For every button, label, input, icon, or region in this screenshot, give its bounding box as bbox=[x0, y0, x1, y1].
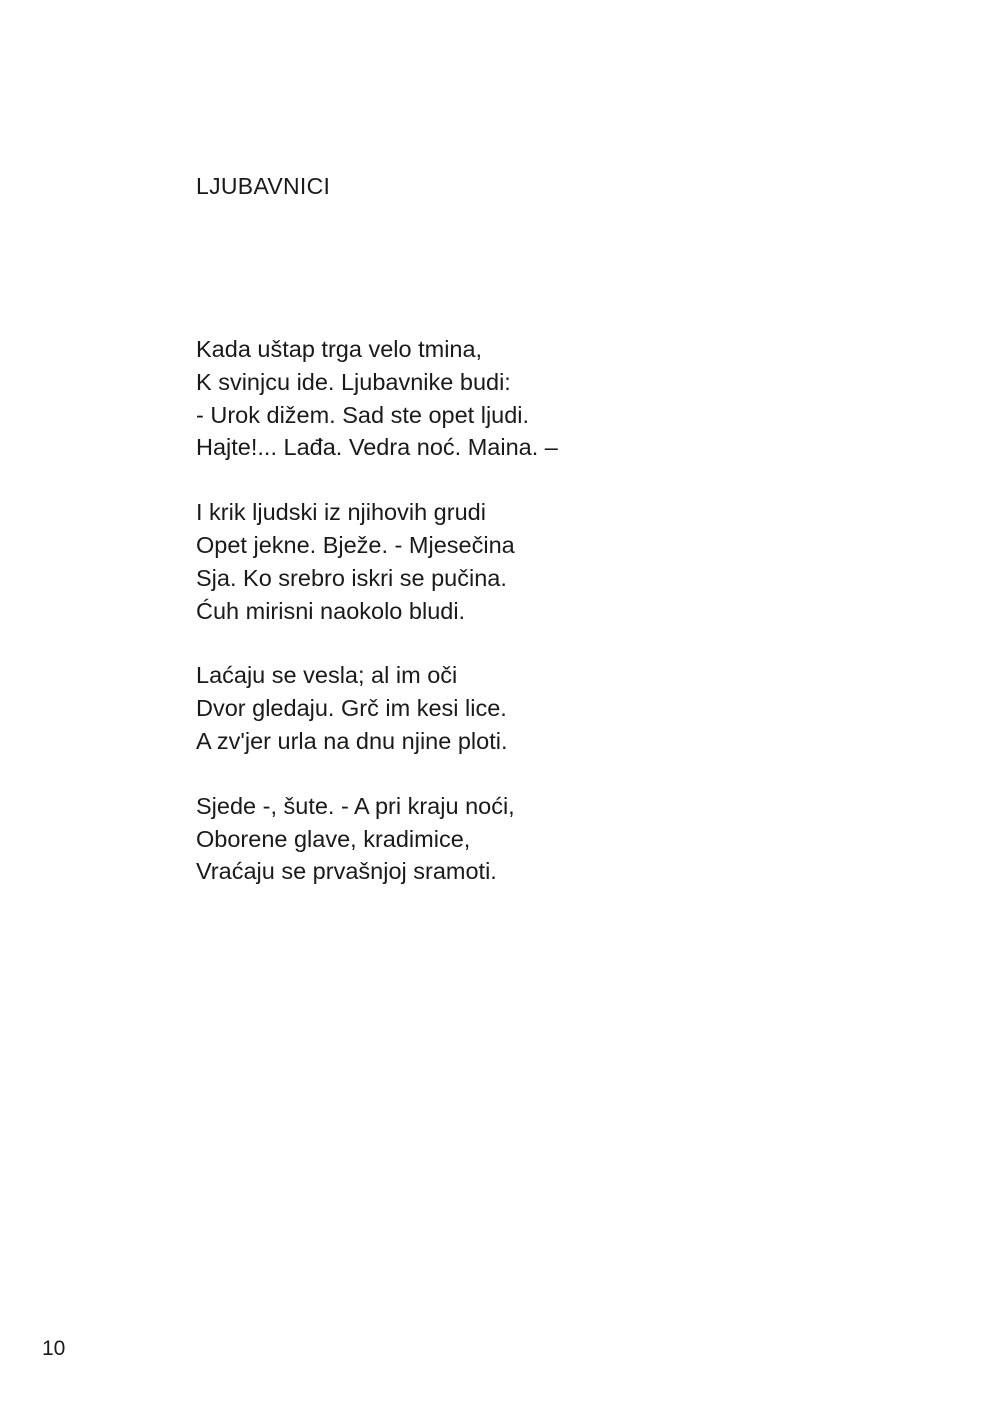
stanza-3 bbox=[196, 659, 896, 757]
verse-line: Kada uštap trga velo tmina, bbox=[196, 336, 483, 362]
verse-line: K svinjcu ide. Ljubavnike budi: bbox=[196, 368, 511, 395]
poem-body bbox=[196, 333, 896, 920]
verse-line: Sja. Ko srebro iskri se pučina. bbox=[196, 564, 507, 591]
stanza-1 bbox=[196, 333, 896, 464]
verse-line: Ćuh mirisni naokolo bludi. bbox=[196, 597, 466, 624]
verse-line: I krik ljudski iz njihovih grudi bbox=[196, 499, 486, 526]
verse-line: Sjede -, šute. - A pri kraju noći, bbox=[196, 792, 515, 819]
verse-line: Laćaju se vesla; al im oči bbox=[196, 662, 458, 689]
verse-line: Opet jekne. Bježe. - Mjesečina bbox=[196, 531, 515, 558]
verse-line: Dvor gledaju. Grč im kesi lice. bbox=[196, 695, 507, 722]
stanza-2 bbox=[196, 496, 896, 627]
verse-line: Hajte!... Lađa. Vedra noć. Maina. – bbox=[196, 434, 558, 461]
verse-line: A zv'jer urla na dnu njine ploti. bbox=[196, 727, 508, 754]
stanza-4 bbox=[196, 790, 896, 888]
verse-line: - Urok dižem. Sad ste opet ljudi. bbox=[196, 401, 530, 428]
verse-line: Vraćaju se prvašnjoj sramoti. bbox=[196, 858, 497, 885]
verse-line: Oborene glave, kradimice, bbox=[196, 825, 471, 852]
poem-title: LJUBAVNICI bbox=[196, 173, 331, 199]
page-number: 10 bbox=[42, 1337, 66, 1360]
